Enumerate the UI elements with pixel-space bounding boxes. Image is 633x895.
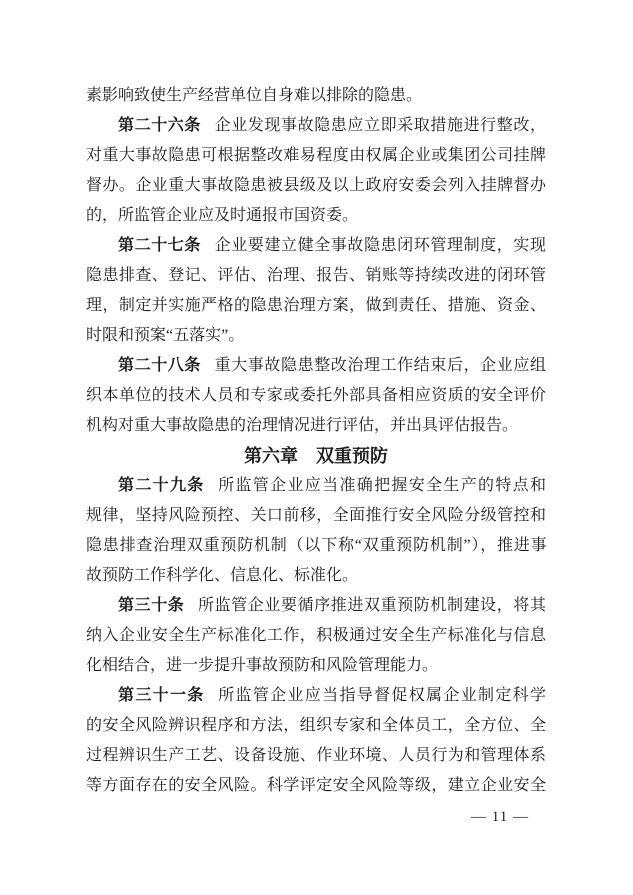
text-line: [86, 81, 546, 111]
line-text: 织本单位的技术人员和专家或委托外部具备相应资质的安全评价: [86, 387, 546, 404]
text-line: [86, 741, 546, 771]
article-number: 第二十八条: [118, 357, 201, 374]
line-text: 素影响致使生产经营单位自身难以排除的隐患。: [86, 87, 423, 104]
line-text: 故预防工作科学化、信息化、标准化。: [86, 567, 359, 584]
text-line: [86, 711, 546, 741]
line-text: 化相结合，进一步提升事故预防和风险管理能力。: [86, 657, 439, 674]
line-text: 所监管企业应当准确把握安全生产的特点和: [218, 477, 546, 494]
line-text: 督办。企业重大事故隐患被县级及以上政府安委会列入挂牌督办: [86, 177, 546, 194]
line-text: 第六章 双重预防: [244, 446, 388, 466]
article-number: 第三十一条: [118, 687, 205, 704]
line-text: 所监管企业要循序推进双重预防机制建设，将其: [198, 597, 546, 614]
line-text: 企业要建立健全事故隐患闭环管理制度，实现: [214, 237, 546, 254]
line-text: 理，制定并实施严格的隐患治理方案，做到责任、措施、资金、: [86, 297, 546, 314]
line-text: 隐患排查治理双重预防机制（以下称“双重预防机制”），推进事: [86, 537, 546, 554]
line-text: 企业发现事故隐患应立即采取措施进行整改，: [214, 117, 546, 134]
line-text: 的，所监管企业应及时通报市国资委。: [86, 207, 359, 224]
text-line: [86, 531, 546, 561]
text-line: [86, 561, 546, 591]
text-line: [86, 291, 546, 321]
line-text: 时限和预案“五落实”。: [86, 327, 245, 344]
page-number: — 11 —: [471, 809, 529, 825]
text-line: [86, 141, 546, 171]
text-line: [86, 411, 546, 441]
chapter-heading: [86, 441, 546, 471]
text-line: [86, 201, 546, 231]
document-body: [86, 81, 546, 801]
article-number: 第三十条: [118, 597, 185, 614]
line-text: 过程辨识生产工艺、设备设施、作业环境、人员行为和管理体系: [86, 747, 546, 764]
text-line: [86, 171, 546, 201]
line-text: 的安全风险辨识程序和方法，组织专家和全体员工，全方位、全: [86, 717, 546, 734]
text-line: [86, 501, 546, 531]
text-line: [86, 321, 546, 351]
text-line: [86, 621, 546, 651]
article-number: 第二十七条: [118, 237, 201, 254]
line-text: 重大事故隐患整改治理工作结束后，企业应组: [214, 357, 546, 374]
text-line: [86, 111, 546, 141]
text-line: [86, 771, 546, 801]
text-line: [86, 651, 546, 681]
line-text: 机构对重大事故隐患的治理情况进行评估，并出具评估报告。: [86, 417, 519, 434]
line-text: 纳入企业安全生产标准化工作，积极通过安全生产标准化与信息: [86, 627, 546, 644]
line-text: 隐患排查、登记、评估、治理、报告、销账等持续改进的闭环管: [86, 267, 546, 284]
article-number: 第二十六条: [118, 117, 201, 134]
text-line: [86, 471, 546, 501]
text-line: [86, 261, 546, 291]
text-line: [86, 231, 546, 261]
line-text: 等方面存在的安全风险。科学评定安全风险等级，建立企业安全: [86, 777, 546, 794]
text-line: [86, 591, 546, 621]
article-number: 第二十九条: [118, 477, 205, 494]
text-line: [86, 381, 546, 411]
text-line: [86, 681, 546, 711]
text-line: [86, 351, 546, 381]
line-text: 所监管企业应当指导督促权属企业制定科学: [218, 687, 546, 704]
line-text: 规律，坚持风险预控、关口前移，全面推行安全风险分级管控和: [86, 507, 546, 524]
line-text: 对重大事故隐患可根据整改难易程度由权属企业或集团公司挂牌: [86, 147, 546, 164]
